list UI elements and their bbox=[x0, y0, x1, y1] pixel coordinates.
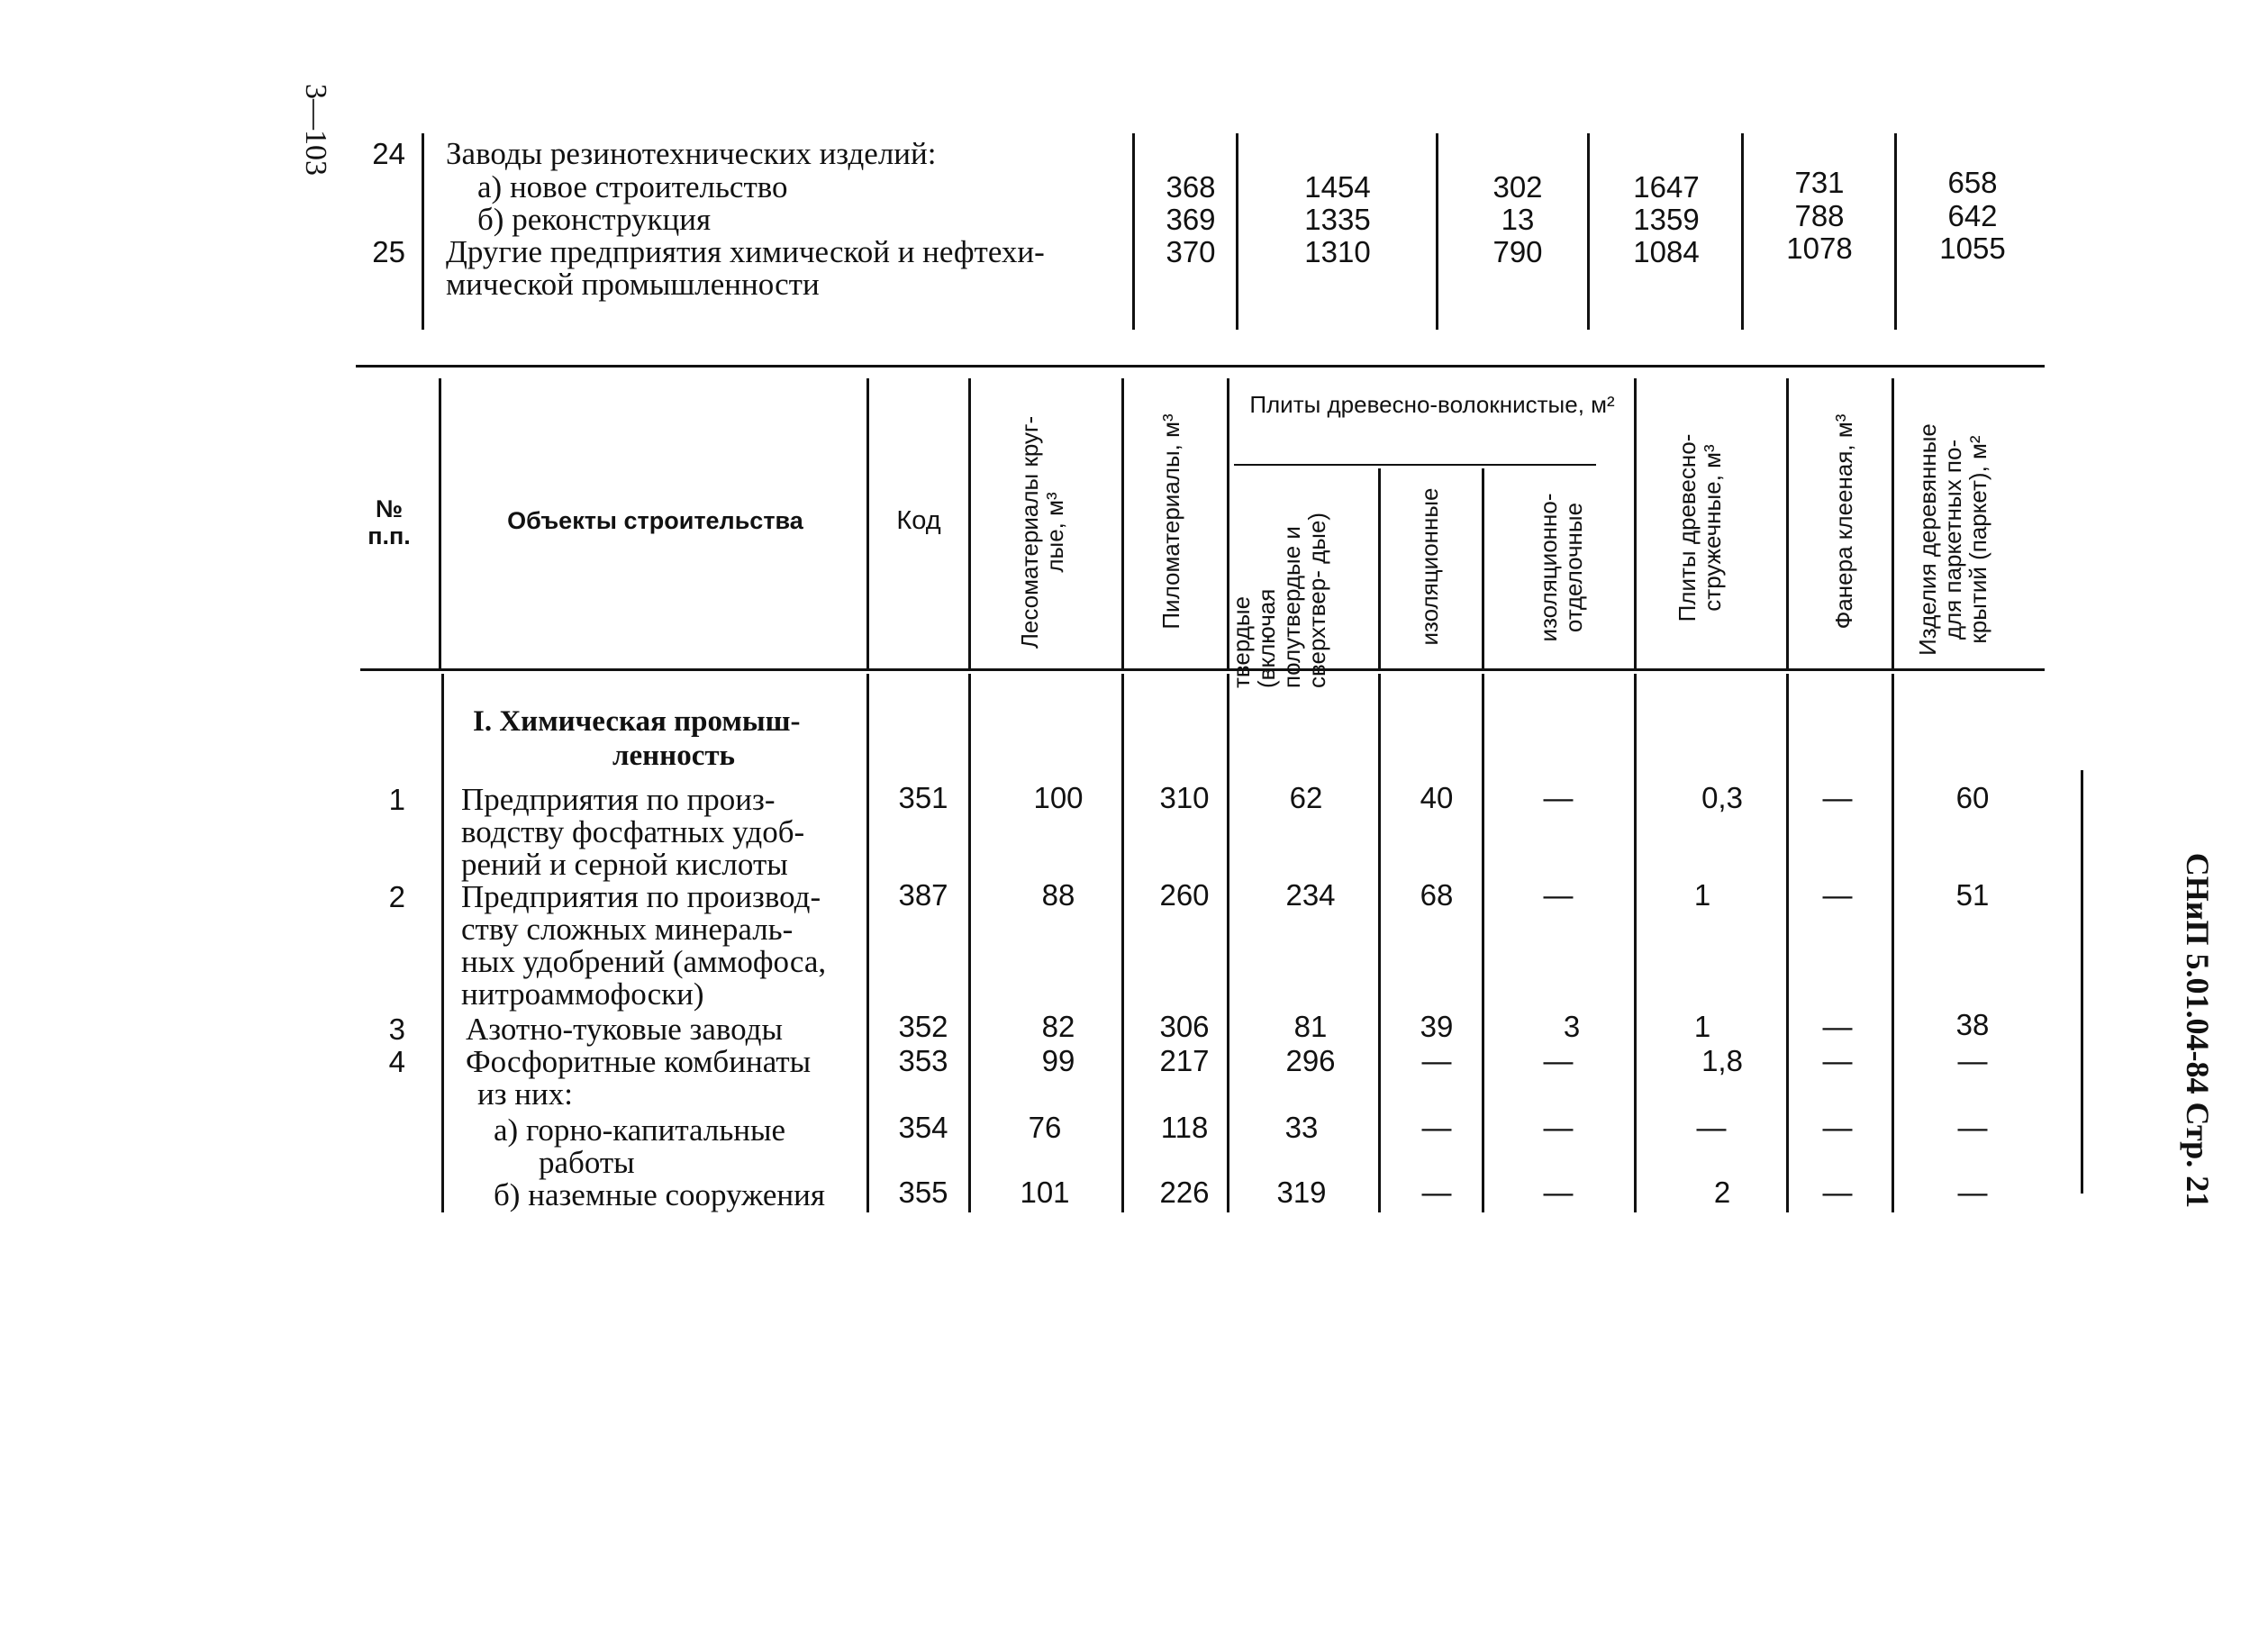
header-no: № п.п. bbox=[367, 495, 411, 549]
page-mark-left: 3—103 bbox=[299, 84, 332, 176]
header-dsp: Плиты древесно- стружечные, м³ bbox=[1674, 433, 1726, 622]
row-25-title-2: мической промышленности bbox=[446, 267, 820, 302]
header-dvp-group: Плиты древесно-волокнистые, м² bbox=[1249, 391, 1615, 418]
section-title-1: I. Химическая промыш- bbox=[473, 705, 801, 738]
row-24-num: 24 bbox=[372, 137, 405, 170]
header-dvp-hard: твердые (включая полутвердые и сверхтвер- дые) bbox=[1228, 512, 1330, 688]
row-24a-title: а) новое строительство bbox=[477, 169, 788, 204]
row-24-title: Заводы резинотехнических изделий: bbox=[446, 136, 937, 171]
header-dvp-izol-otd: изоляционно- отделочные bbox=[1535, 493, 1587, 642]
header-fanera: Фанера клееная, м³ bbox=[1830, 413, 1857, 630]
right-mark-rule bbox=[2081, 770, 2083, 1194]
header-code: Код bbox=[896, 506, 941, 535]
header-pilo: Пиломатериалы, м³ bbox=[1157, 413, 1184, 630]
section-title-2: ленность bbox=[612, 740, 735, 772]
row-25-num: 25 bbox=[372, 235, 405, 268]
header-parket: Изделия деревянные для паркетных по- крытий (паркет), м² bbox=[1914, 423, 1991, 656]
header-les: Лесоматериалы круг- лые, м³ bbox=[1016, 415, 1068, 649]
row-24b-title: б) реконструкция bbox=[477, 202, 712, 237]
header-dvp-izol: изоляционные bbox=[1416, 487, 1443, 646]
row-25-title-1: Другие предприятия химической и нефтехи- bbox=[446, 234, 1045, 269]
page-mark-right: СНиП 5.01.04-84 Стр. 21 bbox=[2180, 852, 2216, 1209]
header-objects: Объекты строительства bbox=[507, 507, 803, 534]
